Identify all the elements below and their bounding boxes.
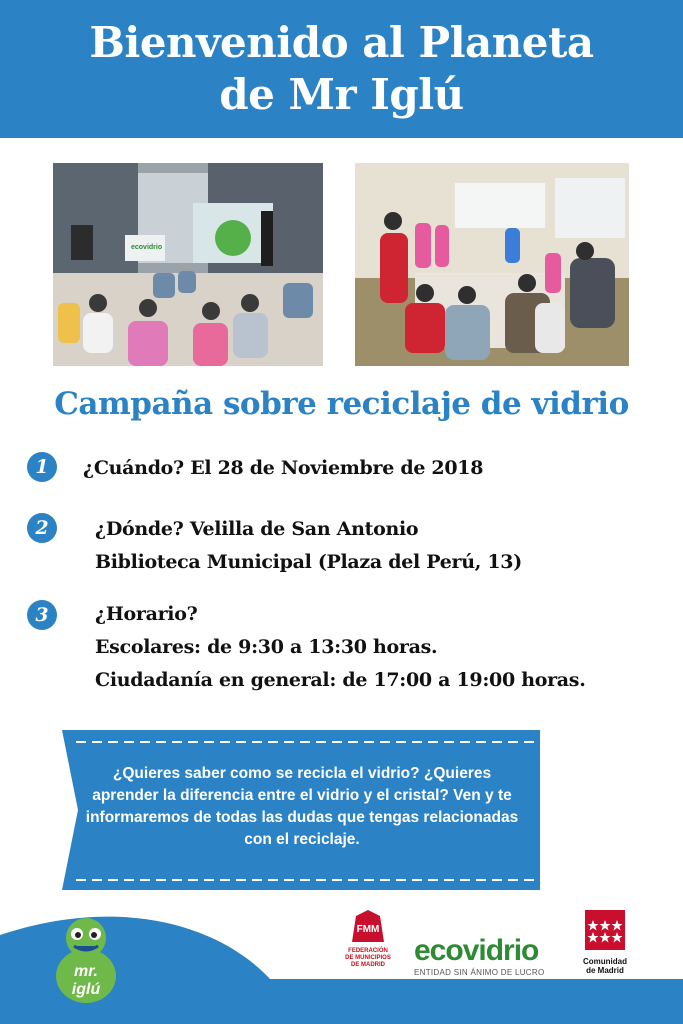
comunidad-de-madrid-logo [580,910,630,975]
ecovidrio-logo [414,935,552,977]
info-when [83,452,483,485]
banner-text: ¿Quieres saber como se recicla el vidrio? ¿Quieres aprender la diferencia entre el vidrio y el cristal? Ven y te informaremos de todas las dudas que tengas relacionadas con el reciclaje. [85,765,519,848]
photo-children-playing-game [355,163,629,366]
fmm-name: FEDERACIÓN DE MUNICIPIOS DE MADRID [345,948,391,968]
info-schedule-line1: ¿Horario? [95,603,198,625]
step-number-3: 3 [27,600,57,630]
mascot-text-line2: iglú [71,981,101,998]
photo-children-in-hall [53,163,323,366]
ecovidrio-tagline: ENTIDAD SIN ÁNIMO DE LUCRO [414,968,545,977]
info-when-line: ¿Cuándo? El 28 de Noviembre de 2018 [83,457,484,479]
step-number-1: 1 [27,452,57,482]
mascot-text-line1: mr. [73,963,99,980]
info-where-line1: ¿Dónde? Velilla de San Antonio [95,518,419,540]
info-schedule-line3: Ciudadanía en general: de 17:00 a 19:00 horas. [95,669,586,691]
info-where-line2: Biblioteca Municipal (Plaza del Perú, 13) [95,551,522,573]
fmm-logo [344,910,392,969]
step-number-2: 2 [27,513,57,543]
info-schedule [95,598,586,697]
ecovidrio-wordmark: ecovidrio [414,934,539,967]
info-where [95,513,522,579]
page-title-line1: Bienvenido al Planeta [89,18,594,67]
info-banner [62,730,540,890]
header-banner [0,0,683,138]
campaign-title: Campaña sobre reciclaje de vidrio [54,386,629,422]
cm-line2: de Madrid [586,966,624,975]
page-title-line2: de Mr Iglú [219,70,464,119]
photo1-label: ecovidrio [131,244,163,251]
mr-iglu-mascot-logo [52,914,120,1004]
cm-line1: Comunidad [583,957,627,966]
info-schedule-line2: Escolares: de 9:30 a 13:30 horas. [95,636,438,658]
fmm-abbr: FMM [356,924,380,935]
